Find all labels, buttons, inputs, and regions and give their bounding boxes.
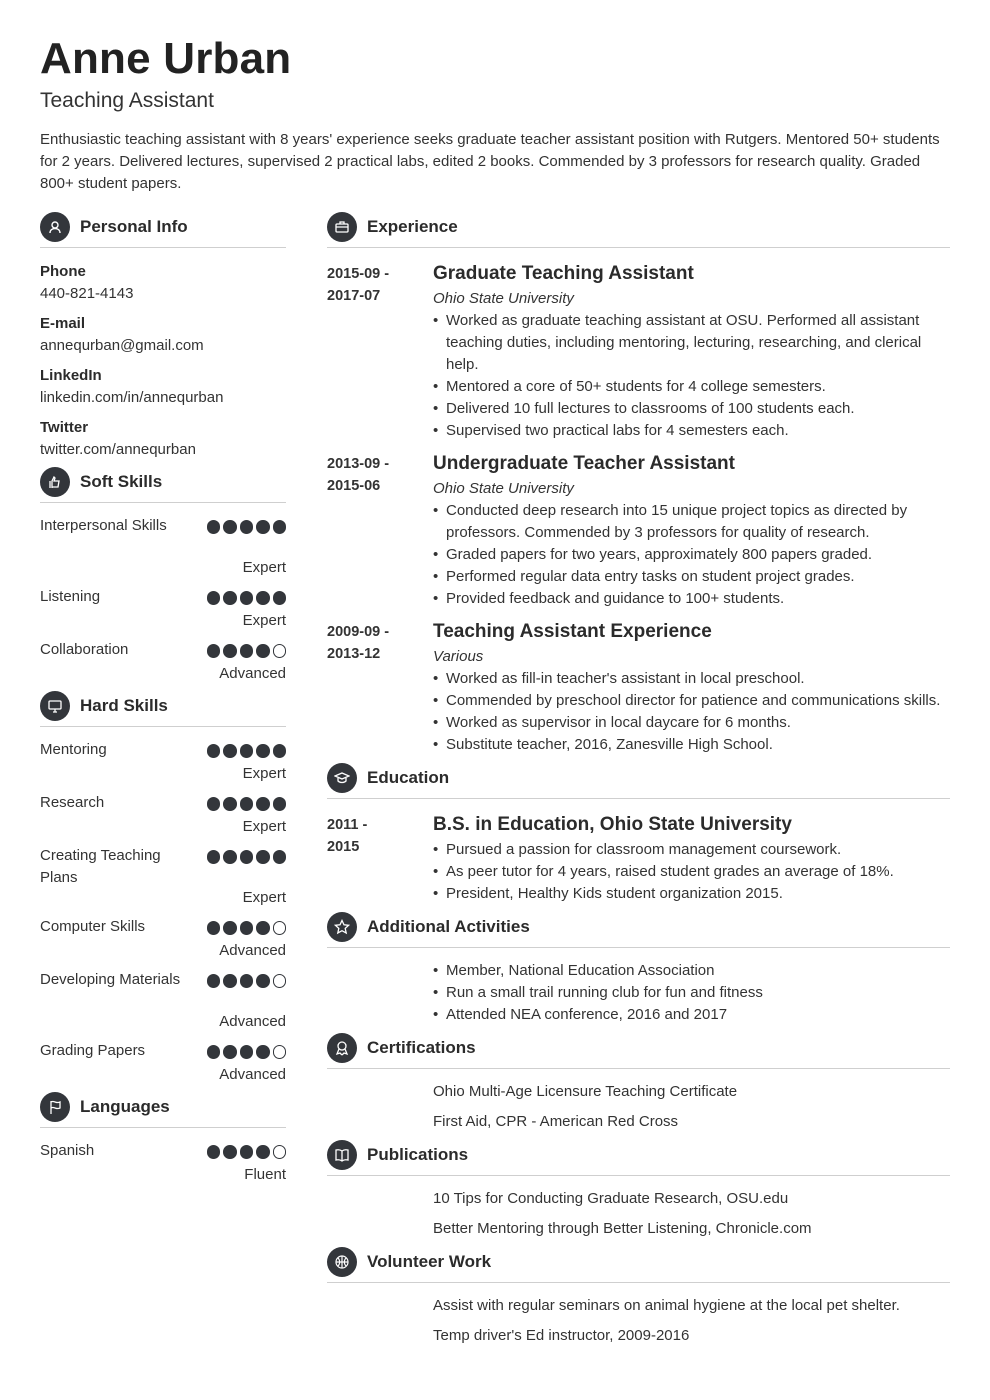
list-item: • Mentored a core of 50+ students for 4 college semesters. [433,376,948,398]
activities-bullets [433,960,948,1026]
rating-dot-filled [207,974,221,988]
rating-dot-filled [223,850,237,864]
soft-skills-section-header [40,467,286,503]
section-title: Publications [367,1144,469,1164]
list-item: • Worked as supervisor in local daycare for 6 months. [433,712,953,734]
certifications-section-header [327,1033,950,1069]
rating-dot-empty [273,921,287,935]
job-title-heading: Teaching Assistant [40,89,214,112]
skill-level: Expert [242,889,286,906]
rating-dot-filled [240,644,254,658]
volunteer-section-header [327,1247,950,1283]
skill-row [40,1140,286,1188]
education-date-start: 2011 - [327,817,368,833]
job-date-start: 2015-09 - [327,266,390,282]
skill-rating [207,1145,287,1159]
rating-dot-empty [273,974,287,988]
skill-row [40,916,286,964]
twitter-label: Twitter [40,419,89,436]
volunteer-item: Assist with regular seminars on animal hygiene at the local pet shelter. [433,1297,900,1314]
job-bullets [433,310,948,442]
certification-item: First Aid, CPR - American Red Cross [433,1113,679,1130]
section-title: Volunteer Work [367,1251,492,1271]
skill-level: Expert [242,765,286,782]
skill-rating [207,644,287,658]
skill-name: Spanish [40,1142,95,1159]
rating-dot-filled [240,520,254,534]
job-title: Graduate Teaching Assistant [433,263,694,284]
flag-icon [40,1092,70,1122]
rating-dot-filled [207,644,221,658]
skill-rating [207,974,287,988]
list-item: • Attended NEA conference, 2016 and 2017 [433,1004,948,1026]
publications-section-header [327,1140,950,1176]
hand-icon [40,467,70,497]
rating-dot-filled [240,1145,254,1159]
rating-dot-filled [240,1045,254,1059]
skill-name: Mentoring [40,741,107,758]
rating-dot-filled [207,591,221,605]
rating-dot-filled [240,797,254,811]
job-org: Ohio State University [433,480,574,497]
job-org: Various [433,648,484,665]
skill-rating [207,744,287,758]
skill-row [40,969,286,1035]
skill-rating [207,797,287,811]
skill-row [40,515,286,581]
rating-dot-filled [223,797,237,811]
rating-dot-filled [256,974,270,988]
education-bullets [433,839,948,905]
list-item: • Worked as graduate teaching assistant at OSU. Performed all assistant teaching duties, including mentoring, lecturing, researching, and clerical help. [433,310,948,376]
rating-dot-filled [273,797,287,811]
basketball-icon [327,1247,357,1277]
briefcase-icon [327,212,357,242]
rating-dot-filled [240,744,254,758]
rating-dot-filled [256,591,270,605]
personal-info-section-header [40,212,286,248]
education-date-end: 2015 [327,839,360,855]
list-item: • Conducted deep research into 15 unique project topics as directed by professors. Commended by 3 professors for quality of research. [433,500,948,544]
skill-level: Fluent [244,1166,286,1183]
list-item: • Supervised two practical labs for 4 semesters each. [433,420,948,442]
rating-dot-filled [207,1045,221,1059]
linkedin-label: LinkedIn [40,367,102,384]
rating-dot-filled [273,744,287,758]
rating-dot-filled [240,591,254,605]
skill-name: Grading Papers [40,1042,146,1059]
degree-title: B.S. in Education, Ohio State University [433,814,792,835]
rating-dot-filled [223,974,237,988]
job-org: Ohio State University [433,290,574,307]
education-section-header [327,763,950,799]
rating-dot-filled [223,921,237,935]
skill-row [40,739,286,787]
rating-dot-filled [256,520,270,534]
section-title: Education [367,767,450,787]
job-date-start: 2009-09 - [327,624,390,640]
list-item: • Pursued a passion for classroom management coursework. [433,839,948,861]
job-date-start: 2013-09 - [327,456,390,472]
email-value[interactable]: annequrban@gmail.com [40,337,204,354]
skill-row [40,1040,286,1088]
skill-row [40,639,286,687]
profile-summary: Enthusiastic teaching assistant with 8 years' experience seeks graduate teacher assistant position with Rutgers. Mentored 50+ students for 2 years. Delivered lectures, supervised 2 practical labs, edited 2 books. Commended by 3 professors for research quality. Graded 800+ student papers. [40,131,940,192]
list-item: • Member, National Education Association [433,960,948,982]
skill-name: Listening [40,588,101,605]
rating-dot-filled [240,974,254,988]
rating-dot-empty [273,1145,287,1159]
book-icon [327,1140,357,1170]
section-title: Additional Activities [367,916,530,936]
certification-item: Ohio Multi-Age Licensure Teaching Certificate [433,1083,738,1100]
job-date-end: 2015-06 [327,478,381,494]
rating-dot-filled [240,850,254,864]
star-icon [327,912,357,942]
rating-dot-filled [207,520,221,534]
rating-dot-filled [256,921,270,935]
job-date-end: 2017-07 [327,288,381,304]
list-item: • Run a small trail running club for fun and fitness [433,982,948,1004]
rating-dot-filled [256,850,270,864]
job-bullets [433,500,948,610]
rating-dot-empty [273,644,287,658]
rating-dot-filled [256,797,270,811]
list-item: • Commended by preschool director for patience and communications skills. [433,690,953,712]
user-icon [40,212,70,242]
skill-row [40,845,286,911]
skill-name: Developing Materials [40,971,181,988]
skill-name: Collaboration [40,641,129,658]
rating-dot-filled [207,850,221,864]
list-item: • Delivered 10 full lectures to classrooms of 100 students each. [433,398,948,420]
job-title: Undergraduate Teacher Assistant [433,453,735,474]
rating-dot-filled [207,1145,221,1159]
twitter-value[interactable]: twitter.com/annequrban [40,441,196,458]
rating-dot-filled [223,1145,237,1159]
rating-dot-filled [223,744,237,758]
list-item: • Graded papers for two years, approximately 800 papers graded. [433,544,948,566]
skill-rating [207,591,287,605]
skill-level: Advanced [219,1013,286,1030]
list-item: • President, Healthy Kids student organization 2015. [433,883,948,905]
section-title: Certifications [367,1037,476,1057]
skill-name: Interpersonal Skills [40,517,167,534]
skill-level: Advanced [219,942,286,959]
list-item: • Provided feedback and guidance to 100+ students. [433,588,948,610]
rating-dot-filled [273,520,287,534]
section-title: Languages [80,1096,170,1116]
list-item: • Worked as fill-in teacher's assistant in local preschool. [433,668,953,690]
skill-rating [207,1045,287,1059]
rating-dot-filled [223,591,237,605]
rating-dot-filled [256,644,270,658]
graduation-cap-icon [327,763,357,793]
publication-item: 10 Tips for Conducting Graduate Research, OSU.edu [433,1190,789,1207]
experience-section-header [327,212,950,248]
skill-name: Computer Skills [40,918,146,935]
rating-dot-filled [240,921,254,935]
rating-dot-filled [223,1045,237,1059]
list-item: • As peer tutor for 4 years, raised student grades an average of 18%. [433,861,948,883]
skill-level: Expert [242,818,286,835]
rating-dot-filled [223,644,237,658]
rating-dot-filled [256,744,270,758]
skill-level: Advanced [219,1066,286,1083]
list-item: • Performed regular data entry tasks on student project grades. [433,566,948,588]
skill-level: Expert [242,559,286,576]
skill-level: Expert [242,612,286,629]
section-title: Hard Skills [80,695,168,715]
languages-section-header [40,1092,286,1128]
skill-name: Research [40,794,105,811]
rating-dot-empty [273,1045,287,1059]
rating-dot-filled [273,850,287,864]
skill-level: Advanced [219,665,286,682]
volunteer-item: Temp driver's Ed instructor, 2009-2016 [433,1327,690,1344]
rating-dot-filled [256,1045,270,1059]
skill-rating [207,520,287,534]
job-bullets [433,668,953,756]
rating-dot-filled [256,1145,270,1159]
activities-section-header [327,912,950,948]
hard-skills-section-header [40,691,286,727]
linkedin-value[interactable]: linkedin.com/in/annequrban [40,389,224,406]
email-label: E-mail [40,315,86,332]
section-title: Personal Info [80,216,188,236]
list-item: • Substitute teacher, 2016, Zanesville High School. [433,734,953,756]
phone-label: Phone [40,263,86,280]
phone-value: 440-821-4143 [40,285,134,302]
rating-dot-filled [223,520,237,534]
skill-row [40,586,286,634]
candidate-name: Anne Urban [40,34,292,83]
job-date-end: 2013-12 [327,646,381,662]
rating-dot-filled [273,591,287,605]
skill-name: Creating Teaching Plans [40,847,161,886]
monitor-icon [40,691,70,721]
rating-dot-filled [207,797,221,811]
rating-dot-filled [207,744,221,758]
award-icon [327,1033,357,1063]
skill-rating [207,921,287,935]
section-title: Soft Skills [80,471,163,491]
publication-item: Better Mentoring through Better Listening, Chronicle.com [433,1220,812,1237]
rating-dot-filled [207,921,221,935]
job-title: Teaching Assistant Experience [433,621,712,642]
skill-row [40,792,286,840]
skill-rating [207,850,287,864]
section-title: Experience [367,216,458,236]
